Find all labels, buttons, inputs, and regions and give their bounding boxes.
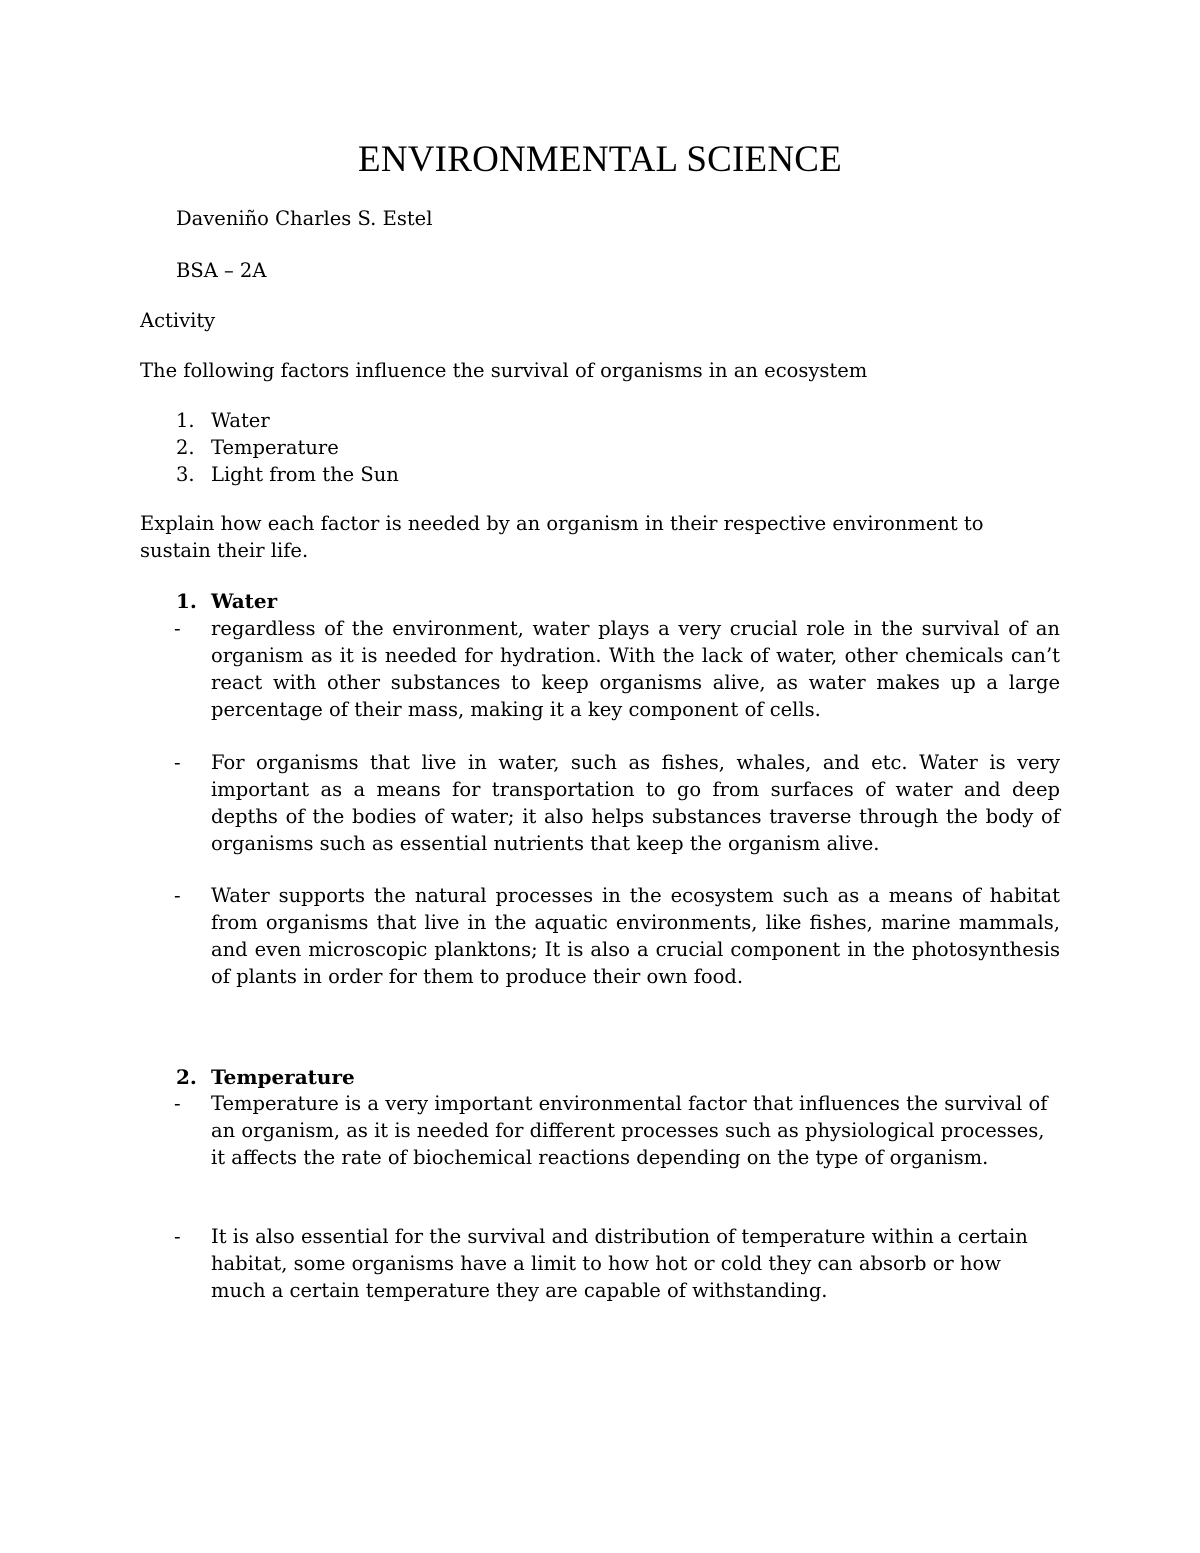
section-title: Temperature (211, 1065, 355, 1089)
bullet-text: For organisms that live in water, such as fishes, whales, and etc. Water is very important as a means for transportation to go from surfaces of water and deep depths of the bodies of water; it also helps substances traverse through the body of organisms such as essential nutrients that keep the organism alive. (211, 751, 1060, 855)
dash-marker: - (174, 617, 181, 640)
author-name: Daveniño Charles S. Estel (176, 207, 433, 230)
bullet-item (174, 1090, 1060, 1171)
factor-number: 3. (176, 463, 195, 486)
section-title: Water (211, 589, 278, 613)
bullet-text: Temperature is a very important environmental factor that influences the survival of an organism, as it is needed for different processes such as physiological processes, it affects the rate of biochemical reactions depending on the type of organism. (211, 1092, 1048, 1169)
bullet-item (174, 749, 1060, 857)
activity-label: Activity (140, 309, 216, 332)
factor-label: Temperature (211, 436, 339, 459)
section-number: 1. (176, 589, 197, 613)
factor-item (176, 407, 270, 434)
section-heading-temperature (176, 1063, 355, 1091)
bullet-item (174, 882, 1060, 990)
dash-marker: - (174, 1092, 181, 1115)
dash-marker: - (174, 1225, 181, 1248)
factor-label: Light from the Sun (211, 463, 399, 486)
bullet-text: Water supports the natural processes in the ecosystem such as a means of habitat from organisms that live in the aquatic environments, like fishes, marine mammals, and even microscopic planktons; It is also a crucial component in the photosynthesis of plants in order for them to produce their own food. (211, 884, 1060, 988)
dash-marker: - (174, 884, 181, 907)
prompt-text-line-1: Explain how each factor is needed by an organism in their respective environment to (140, 512, 984, 535)
bullet-text: regardless of the environment, water plays a very crucial role in the survival of an organism as it is needed for hydration. With the lack of water, other chemicals can’t react with other substances to keep organisms alive, as water makes up a large percentage of their mass, making it a key component of cells. (211, 617, 1060, 721)
prompt-text-line-2: sustain their life. (140, 539, 309, 562)
page-title: ENVIRONMENTAL SCIENCE (358, 139, 842, 180)
factor-item (176, 434, 339, 461)
bullet-text: It is also essential for the survival and distribution of temperature within a certain habitat, some organisms have a limit to how hot or cold they can absorb or how much a certain temperature they are capable of withstanding. (211, 1225, 1028, 1302)
bullet-item (174, 615, 1060, 723)
section-number: 2. (176, 1065, 197, 1089)
intro-text: The following factors influence the survival of organisms in an ecosystem (140, 359, 868, 382)
factor-number: 2. (176, 436, 195, 459)
section-heading-water (176, 587, 277, 615)
section-label: BSA – 2A (176, 259, 267, 282)
factor-number: 1. (176, 409, 195, 432)
bullet-item (174, 1223, 1060, 1304)
factor-label: Water (211, 409, 270, 432)
factor-item (176, 461, 399, 488)
dash-marker: - (174, 751, 181, 774)
